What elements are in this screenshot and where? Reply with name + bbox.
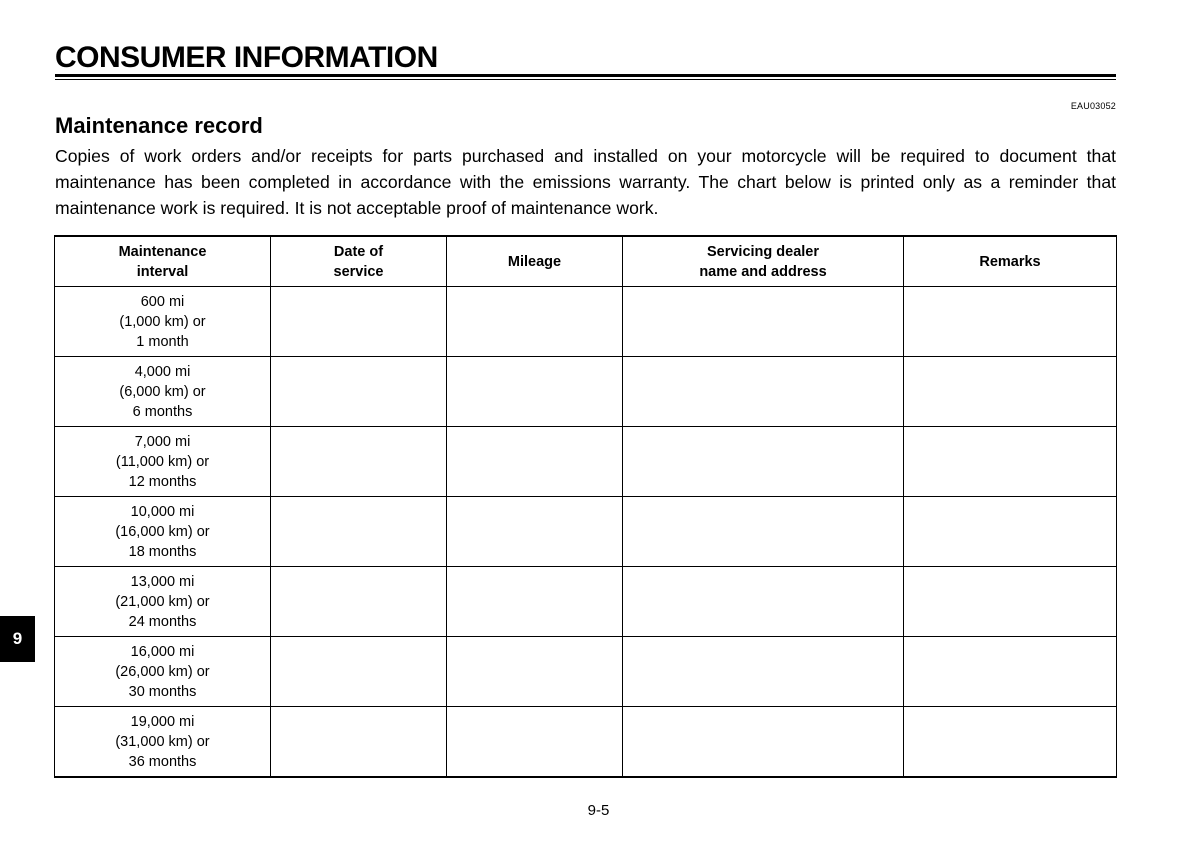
page-title: CONSUMER INFORMATION: [55, 41, 438, 74]
table-row: [55, 497, 1117, 567]
interval-time: 36 months: [128, 753, 197, 770]
header-rule-thin: [55, 79, 1116, 80]
header-line: Maintenance: [118, 243, 207, 260]
mileage-cell: [447, 707, 623, 778]
interval-cell: [55, 357, 271, 427]
servicing-dealer-cell: [623, 637, 904, 707]
header-mileage: [447, 236, 623, 287]
interval-km: (16,000 km) or: [115, 523, 210, 540]
servicing-dealer-cell: [623, 707, 904, 778]
interval-miles: 4,000 mi: [134, 363, 191, 380]
mileage-cell: [447, 427, 623, 497]
mileage-cell: [447, 357, 623, 427]
date-of-service-cell: [271, 427, 447, 497]
interval-miles: 600 mi: [140, 293, 185, 310]
interval-miles: 19,000 mi: [130, 713, 195, 730]
interval-miles: 10,000 mi: [130, 503, 195, 520]
header-servicing-dealer: [623, 236, 904, 287]
interval-cell: [55, 637, 271, 707]
date-of-service-cell: [271, 357, 447, 427]
document-code: EAU03052: [1070, 101, 1116, 111]
header-date-of-service: [271, 236, 447, 287]
mileage-cell: [447, 287, 623, 357]
interval-km: (31,000 km) or: [115, 733, 210, 750]
interval-km: (26,000 km) or: [115, 663, 210, 680]
header-maintenance-interval: [55, 236, 271, 287]
interval-time: 6 months: [132, 403, 193, 420]
interval-time: 24 months: [128, 613, 197, 630]
remarks-cell: [904, 497, 1117, 567]
table-row: [55, 357, 1117, 427]
table-row: [55, 287, 1117, 357]
interval-km: (21,000 km) or: [115, 593, 210, 610]
interval-miles: 16,000 mi: [130, 643, 195, 660]
interval-time: 30 months: [128, 683, 197, 700]
interval-time: 18 months: [128, 543, 197, 560]
table-row: [55, 707, 1117, 778]
maintenance-record-table: [54, 235, 1117, 778]
interval-cell: [55, 497, 271, 567]
mileage-cell: [447, 567, 623, 637]
mileage-cell: [447, 497, 623, 567]
header-line: interval: [136, 263, 189, 280]
date-of-service-cell: [271, 707, 447, 778]
header-line: Mileage: [507, 253, 562, 270]
section-heading: Maintenance record: [55, 113, 263, 138]
header-line: service: [333, 263, 384, 280]
interval-km: (6,000 km) or: [119, 383, 206, 400]
table-header-row: [55, 236, 1117, 287]
header-line: name and address: [699, 263, 827, 280]
remarks-cell: [904, 357, 1117, 427]
table-row: [55, 427, 1117, 497]
servicing-dealer-cell: [623, 427, 904, 497]
table-row: [55, 567, 1117, 637]
interval-cell: [55, 707, 271, 778]
remarks-cell: [904, 287, 1117, 357]
page-number: 9-5: [587, 802, 610, 819]
interval-time: 1 month: [136, 333, 189, 350]
remarks-cell: [904, 637, 1117, 707]
intro-paragraph: Copies of work orders and/or receipts for parts purchased and installed on your motorcycle will be required to document that maintenance has been completed in accordance with the emissions warranty. The chart below is printed only as a reminder that maintenance work is required. It is not acceptable proof of maintenance work.: [55, 146, 1116, 218]
servicing-dealer-cell: [623, 567, 904, 637]
interval-miles: 7,000 mi: [134, 433, 191, 450]
header-line: Servicing dealer: [706, 243, 820, 260]
date-of-service-cell: [271, 637, 447, 707]
remarks-cell: [904, 567, 1117, 637]
table-row: [55, 637, 1117, 707]
chapter-tab: 9: [0, 616, 35, 662]
header-rule-thick: [55, 74, 1116, 77]
interval-km: (11,000 km) or: [115, 453, 210, 470]
interval-miles: 13,000 mi: [130, 573, 195, 590]
date-of-service-cell: [271, 497, 447, 567]
servicing-dealer-cell: [623, 357, 904, 427]
interval-km: (1,000 km) or: [119, 313, 206, 330]
remarks-cell: [904, 707, 1117, 778]
date-of-service-cell: [271, 567, 447, 637]
mileage-cell: [447, 637, 623, 707]
remarks-cell: [904, 427, 1117, 497]
interval-time: 12 months: [128, 473, 197, 490]
servicing-dealer-cell: [623, 497, 904, 567]
servicing-dealer-cell: [623, 287, 904, 357]
header-line: Date of: [333, 243, 384, 260]
header-line: Remarks: [979, 253, 1041, 270]
interval-cell: [55, 287, 271, 357]
date-of-service-cell: [271, 287, 447, 357]
interval-cell: [55, 427, 271, 497]
interval-cell: [55, 567, 271, 637]
header-remarks: [904, 236, 1117, 287]
